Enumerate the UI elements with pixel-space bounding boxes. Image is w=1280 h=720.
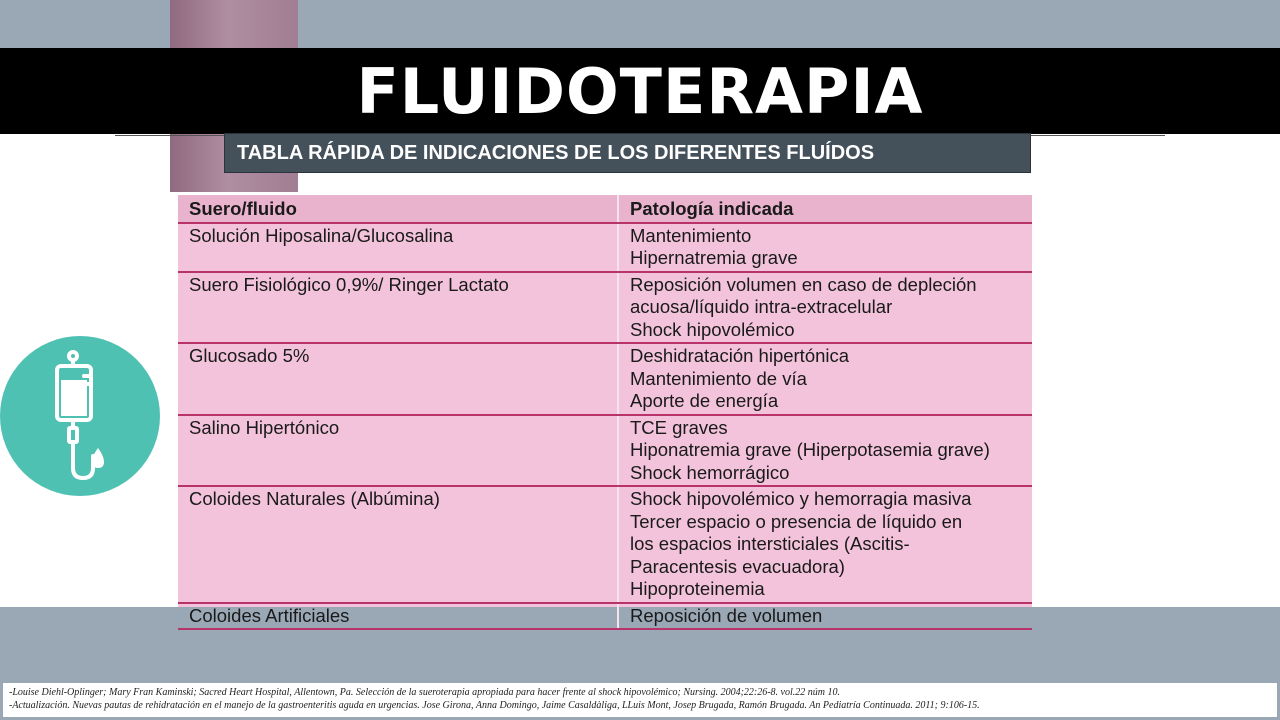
indications-cell: [618, 415, 1032, 487]
reference-2: -Actualización. Nuevas pautas de rehidratación en el manejo de la gastroenteritis aguda en urgencias. Jose Girona, Anna Domingo, Jaime Casaldàliga, LLuis Mont, Josep Brugada, Ramón Brugada. An Pediatría Continuada. 2011; 9:106-15.: [9, 700, 980, 711]
header-fluid: Suero/fluido: [178, 195, 618, 223]
references: [2, 682, 1278, 718]
indication-line: Shock hipovolémico y hemorragia masiva: [630, 488, 972, 509]
indication-line: Shock hemorrágico: [630, 461, 790, 483]
indication-line: Aporte de energía: [630, 390, 779, 411]
indications-table: [178, 195, 1032, 626]
indication-line: Hipernatremia grave: [630, 247, 798, 268]
indication-line: TCE graves: [630, 416, 728, 438]
indication-line: Hiponatremia grave (Hiperpotasemia grave): [630, 439, 990, 460]
indications-cell: [618, 486, 1032, 603]
indication-line: los espacios intersticiales (Ascitis-: [630, 533, 910, 554]
reference-1: -Louise Diehl-Oplinger; Mary Fran Kaminski; Sacred Heart Hospital, Allentown, Pa. Selección de la sueroterapia apropiada para hacer frente al shock hipovolémico; Nursing. 2004;22:26-8. vol.22 núm 10.: [9, 687, 840, 698]
slide-title: FLUIDOTERAPIA: [356, 54, 924, 128]
table-row: [178, 272, 1032, 344]
iv-drip-bag-icon: [0, 336, 160, 496]
indications-cell: [618, 343, 1032, 415]
table-row: [178, 486, 1032, 603]
fluid-cell: Coloides Artificiales: [178, 603, 618, 630]
indication-line: Mantenimiento: [630, 224, 752, 246]
header-indications: Patología indicada: [618, 195, 1032, 223]
indication-line: Mantenimiento de vía: [630, 367, 807, 389]
indication-line: Hipoproteinemia: [630, 578, 765, 599]
fluid-cell: Solución Hiposalina/Glucosalina: [178, 223, 618, 272]
table-row: [178, 415, 1032, 487]
fluid-cell: Glucosado 5%: [178, 343, 618, 415]
indication-line: Reposición volumen en caso de depleción: [630, 273, 977, 295]
indications-cell: [618, 603, 1032, 630]
fluid-cell: Salino Hipertónico: [178, 415, 618, 487]
indications-cell: [618, 272, 1032, 344]
indication-line: Reposición de volumen: [630, 604, 823, 626]
indication-line: acuosa/líquido intra-extracelular: [630, 296, 893, 317]
subtitle-banner: TABLA RÁPIDA DE INDICACIONES DE LOS DIFERENTES FLUÍDOS: [224, 133, 1031, 173]
title-bar: [0, 48, 1280, 134]
fluid-cell: Suero Fisiológico 0,9%/ Ringer Lactato: [178, 272, 618, 344]
table-header-row: [178, 195, 1032, 223]
indication-line: Deshidratación hipertónica: [630, 345, 850, 366]
indication-line: Paracentesis evacuadora): [630, 555, 845, 577]
table-row: [178, 223, 1032, 272]
indication-line: Shock hipovolémico: [630, 318, 795, 340]
indications-cell: [618, 223, 1032, 272]
indication-line: Tercer espacio o presencia de líquido en: [630, 510, 963, 532]
table-row: [178, 603, 1032, 630]
table-row: [178, 343, 1032, 415]
fluid-cell: Coloides Naturales (Albúmina): [178, 486, 618, 603]
